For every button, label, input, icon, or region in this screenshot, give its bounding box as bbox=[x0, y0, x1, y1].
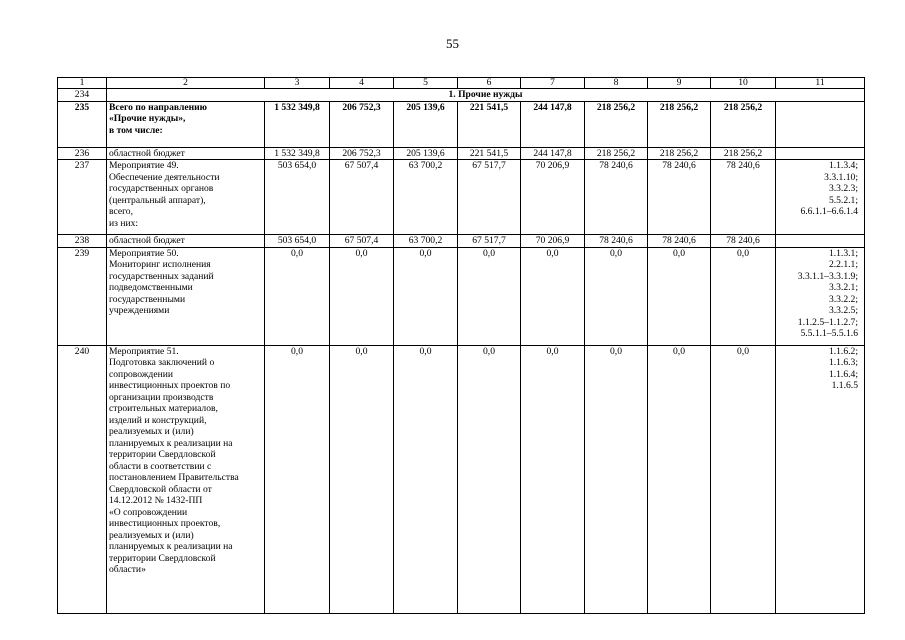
row-name-line: изделий и конструкций, bbox=[109, 414, 207, 426]
column-number-cell: 4 bbox=[330, 78, 394, 89]
value-cell: 0,0 bbox=[458, 247, 521, 345]
target-indicator-ref: 3.3.2.1; bbox=[828, 282, 858, 293]
row-name-line: планируемых к реализации на bbox=[109, 437, 233, 449]
target-indicator-ref: 1.1.6.5 bbox=[831, 380, 858, 391]
target-indicator-ref: 3.3.1.1–3.3.1.9; bbox=[797, 270, 858, 282]
value-cell: 205 139,6 bbox=[394, 147, 458, 160]
value-cell: 67 507,4 bbox=[330, 235, 394, 248]
row-name-line: реализуемых и (или) bbox=[109, 529, 194, 541]
value-cell: 244 147,8 bbox=[521, 147, 585, 160]
column-number-cell: 7 bbox=[521, 78, 585, 89]
target-indicator-ref: 1.1.6.2; bbox=[828, 345, 858, 357]
column-number-header-row bbox=[58, 78, 865, 89]
row-name bbox=[107, 160, 265, 235]
row-name-line: «Прочие нужды», bbox=[109, 113, 186, 124]
value-cell: 0,0 bbox=[585, 345, 648, 613]
row-name bbox=[107, 235, 265, 248]
value-cell: 218 256,2 bbox=[648, 147, 711, 160]
row-name-line: организации производств bbox=[109, 391, 214, 403]
row-name-line: Всего по направлению bbox=[109, 101, 208, 113]
row-name-line: Обеспечение деятельности bbox=[109, 171, 220, 183]
target-indicator-ref: 1.1.2.5–1.1.2.7; bbox=[797, 316, 858, 328]
value-cell: 0,0 bbox=[521, 247, 585, 345]
value-cell: 0,0 bbox=[265, 345, 330, 613]
column-number-cell: 3 bbox=[265, 78, 330, 89]
column-number-cell: 10 bbox=[711, 78, 776, 89]
row-name-line: из них: bbox=[109, 217, 139, 229]
page-number: 55 bbox=[446, 36, 459, 51]
row-name-line: постановлением Правительства bbox=[109, 472, 239, 483]
row-name-line: государственных заданий bbox=[109, 270, 214, 282]
section-title: 1. Прочие нужды bbox=[107, 89, 865, 102]
row-name-line: Мероприятие 49. bbox=[109, 160, 179, 171]
row-name-line: государственными bbox=[109, 293, 186, 305]
row-number: 235 bbox=[58, 101, 107, 147]
value-cell: 0,0 bbox=[521, 345, 585, 613]
row-number: 239 bbox=[58, 247, 107, 345]
value-cell: 1 532 349,8 bbox=[265, 147, 330, 160]
section-row bbox=[58, 89, 865, 102]
target-indicator-ref: 3.3.2.3; bbox=[828, 183, 858, 194]
row-name-line: области в соответствии с bbox=[109, 460, 212, 472]
value-cell: 503 654,0 bbox=[265, 235, 330, 248]
value-cell: 503 654,0 bbox=[265, 160, 330, 235]
row-name-line: Мероприятие 51. bbox=[109, 345, 179, 357]
value-cell: 78 240,6 bbox=[648, 160, 711, 235]
target-indicator-ref: 1.1.6.4; bbox=[828, 368, 858, 380]
value-cell: 0,0 bbox=[394, 247, 458, 345]
target-indicator-ref: 6.6.1.1–6.6.1.4 bbox=[800, 206, 858, 217]
table-row bbox=[58, 247, 865, 345]
value-cell: 67 507,4 bbox=[330, 160, 394, 235]
value-cell: 78 240,6 bbox=[711, 235, 776, 248]
value-cell: 0,0 bbox=[648, 247, 711, 345]
row-name-line: строительных материалов, bbox=[109, 403, 218, 414]
target-indicator-ref: 1.1.3.4; bbox=[828, 160, 858, 171]
target-indicator-ref: 3.3.1.10; bbox=[824, 171, 858, 183]
value-cell: 0,0 bbox=[330, 247, 394, 345]
row-name-line: инвестиционных проектов по bbox=[109, 380, 231, 391]
row-number: 240 bbox=[58, 345, 107, 613]
budget-table bbox=[57, 77, 865, 614]
row-name-line: учреждениями bbox=[109, 305, 170, 316]
row-name-line: в том числе: bbox=[109, 124, 163, 136]
table-row bbox=[58, 235, 865, 248]
row-number: 237 bbox=[58, 160, 107, 235]
target-indicators-cell bbox=[776, 235, 865, 248]
value-cell: 205 139,6 bbox=[394, 101, 458, 147]
value-cell: 78 240,6 bbox=[585, 160, 648, 235]
column-number-cell: 6 bbox=[458, 78, 521, 89]
table-row bbox=[58, 160, 865, 235]
column-number-cell: 8 bbox=[585, 78, 648, 89]
column-number-cell: 2 bbox=[107, 78, 265, 89]
value-cell: 0,0 bbox=[458, 345, 521, 613]
target-indicators-cell bbox=[776, 345, 865, 613]
row-name-line: планируемых к реализации на bbox=[109, 541, 233, 552]
value-cell: 218 256,2 bbox=[585, 147, 648, 160]
value-cell: 221 541,5 bbox=[458, 147, 521, 160]
value-cell: 0,0 bbox=[711, 247, 776, 345]
value-cell: 70 206,9 bbox=[521, 160, 585, 235]
value-cell: 1 532 349,8 bbox=[265, 101, 330, 147]
value-cell: 218 256,2 bbox=[711, 101, 776, 147]
row-name bbox=[107, 101, 265, 147]
target-indicators-cell bbox=[776, 101, 865, 147]
target-indicator-ref: 5.5.1.1–5.5.1.6 bbox=[800, 328, 858, 339]
target-indicators-cell bbox=[776, 160, 865, 235]
value-cell: 0,0 bbox=[711, 345, 776, 613]
target-indicators-cell bbox=[776, 247, 865, 345]
value-cell: 70 206,9 bbox=[521, 235, 585, 248]
value-cell: 0,0 bbox=[648, 345, 711, 613]
column-number-cell: 9 bbox=[648, 78, 711, 89]
value-cell: 0,0 bbox=[394, 345, 458, 613]
value-cell: 78 240,6 bbox=[648, 235, 711, 248]
row-name-line: Мероприятие 50. bbox=[109, 247, 179, 259]
value-cell: 0,0 bbox=[330, 345, 394, 613]
row-name bbox=[107, 147, 265, 160]
column-number-cell: 1 bbox=[58, 78, 107, 89]
value-cell: 0,0 bbox=[585, 247, 648, 345]
row-name-line: 14.12.2012 № 1432-ПП bbox=[109, 495, 203, 506]
row-name-line: сопровождении bbox=[109, 368, 173, 380]
value-cell: 206 752,3 bbox=[330, 101, 394, 147]
target-indicator-ref: 1.1.6.3; bbox=[828, 357, 858, 368]
value-cell: 244 147,8 bbox=[521, 101, 585, 147]
row-name-line: Мониторинг исполнения bbox=[109, 259, 211, 270]
target-indicators-cell bbox=[776, 147, 865, 160]
value-cell: 221 541,5 bbox=[458, 101, 521, 147]
table-row bbox=[58, 345, 865, 613]
target-indicator-ref: 1.1.3.1; bbox=[828, 247, 858, 259]
value-cell: 218 256,2 bbox=[585, 101, 648, 147]
row-name-line: территории Свердловской bbox=[109, 449, 216, 460]
row-name-line: области» bbox=[109, 564, 146, 575]
value-cell: 63 700,2 bbox=[394, 160, 458, 235]
row-number: 234 bbox=[58, 89, 107, 102]
row-name bbox=[107, 247, 265, 345]
row-name-line: Свердловской области от bbox=[109, 483, 212, 495]
row-name-line: территории Свердловской bbox=[109, 552, 216, 564]
value-cell: 67 517,7 bbox=[458, 160, 521, 235]
value-cell: 78 240,6 bbox=[585, 235, 648, 248]
value-cell: 218 256,2 bbox=[711, 147, 776, 160]
row-name-line: государственных органов bbox=[109, 183, 214, 194]
target-indicator-ref: 3.3.2.2; bbox=[828, 293, 858, 305]
value-cell: 78 240,6 bbox=[711, 160, 776, 235]
target-indicator-ref: 3.3.2.5; bbox=[828, 305, 858, 316]
column-number-cell: 5 bbox=[394, 78, 458, 89]
row-name-line: «О сопровождении bbox=[109, 506, 188, 518]
table-row bbox=[58, 147, 865, 160]
value-cell: 67 517,7 bbox=[458, 235, 521, 248]
row-name-line: Подготовка заключений о bbox=[109, 357, 215, 368]
row-name-line: областной бюджет bbox=[109, 147, 185, 159]
row-name-line: подведомственными bbox=[109, 282, 193, 293]
value-cell: 206 752,3 bbox=[330, 147, 394, 160]
row-name-line: (центральный аппарат), bbox=[109, 194, 206, 206]
target-indicator-ref: 5.5.2.1; bbox=[828, 194, 858, 206]
row-number: 238 bbox=[58, 235, 107, 248]
row-name-line: областной бюджет bbox=[109, 235, 185, 246]
value-cell: 0,0 bbox=[265, 247, 330, 345]
row-name bbox=[107, 345, 265, 613]
table-row bbox=[58, 101, 865, 147]
value-cell: 63 700,2 bbox=[394, 235, 458, 248]
row-name-line: всего, bbox=[109, 206, 133, 217]
column-number-cell: 11 bbox=[776, 78, 865, 89]
target-indicator-ref: 2.2.1.1; bbox=[828, 259, 858, 270]
row-name-line: реализуемых и (или) bbox=[109, 426, 194, 437]
row-name-line: инвестиционных проектов, bbox=[109, 518, 221, 529]
row-number: 236 bbox=[58, 147, 107, 160]
value-cell: 218 256,2 bbox=[648, 101, 711, 147]
